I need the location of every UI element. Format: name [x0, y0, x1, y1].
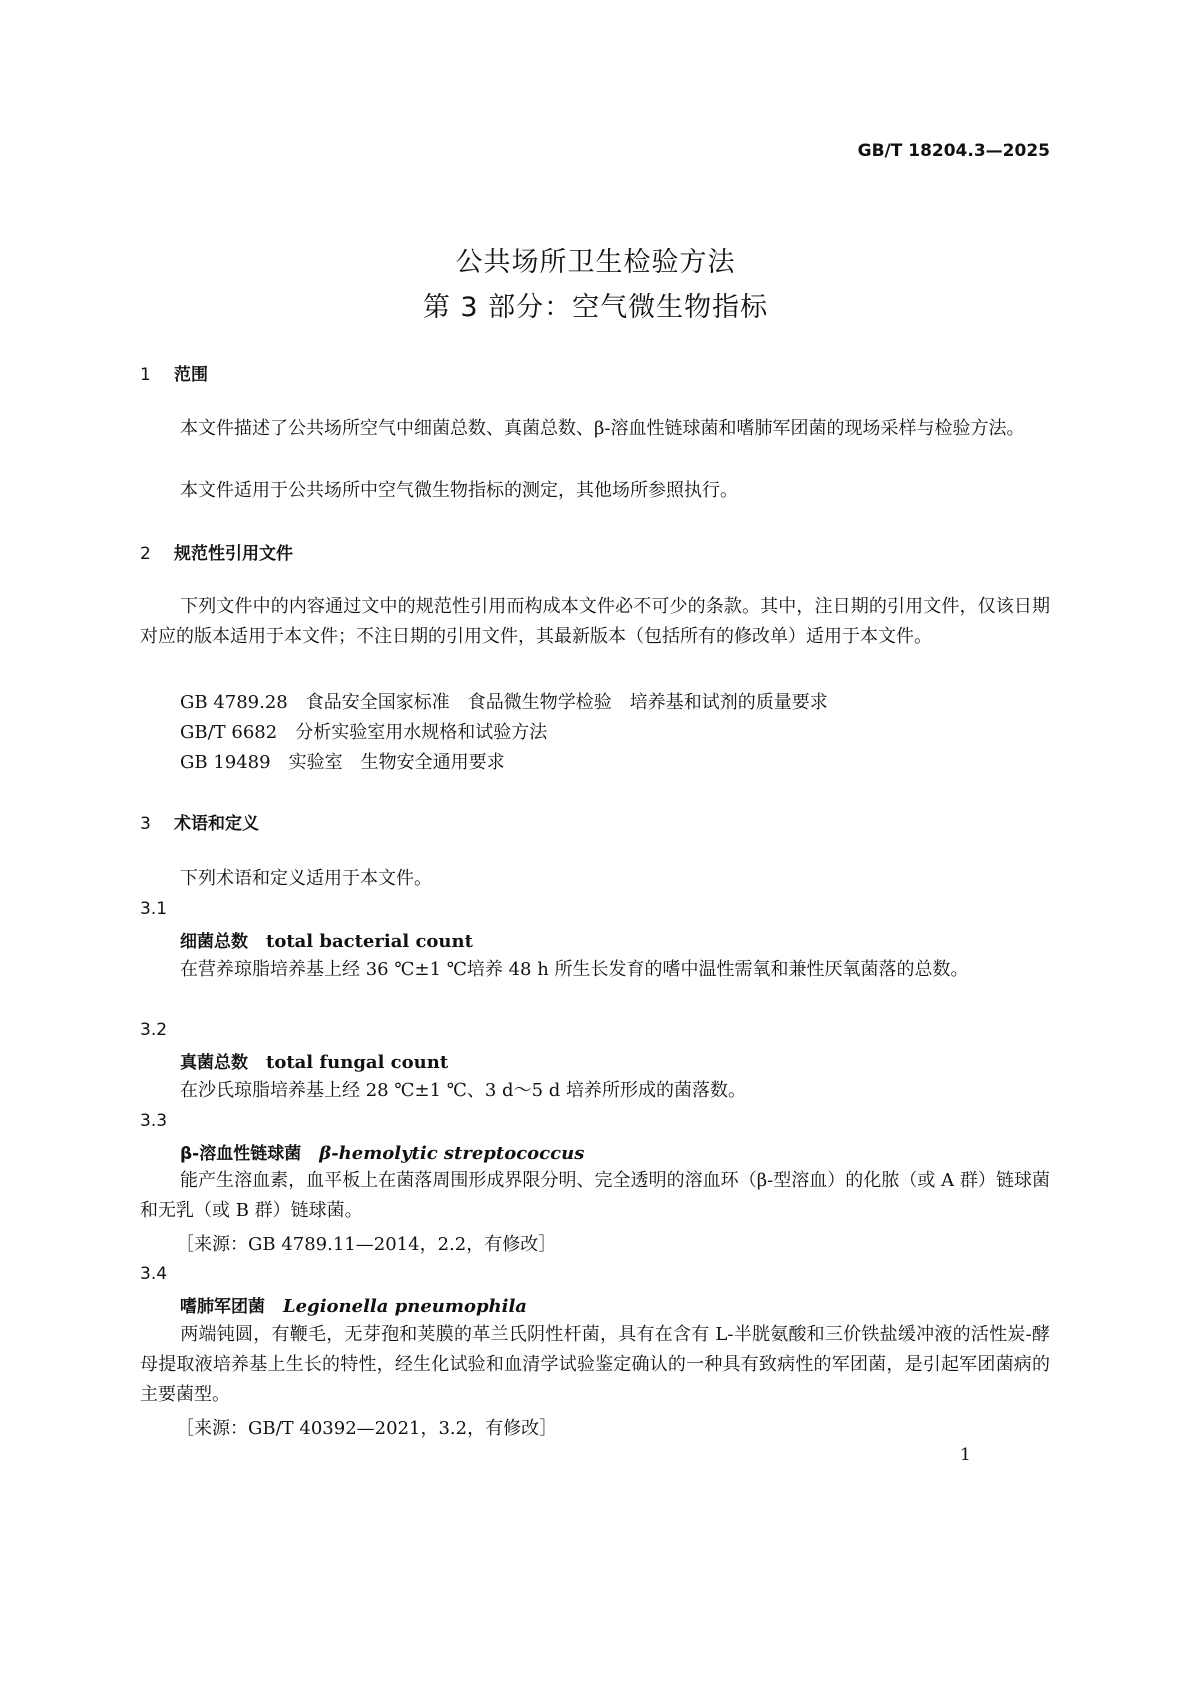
- term-definition: 在沙氏琼脂培养基上经 28 ℃±1 ℃、3 d～5 d 培养所形成的菌落数。: [180, 1080, 746, 1101]
- document-title-line2: 第 3 部分：空气微生物指标: [422, 292, 769, 323]
- term-heading: [180, 1292, 527, 1317]
- term-en: β-hemolytic streptococcus: [319, 1143, 585, 1164]
- term-definition: 在营养琼脂培养基上经 36 ℃±1 ℃培养 48 h 所生长发育的嗜中温性需氧和兼性厌氧菌落的总数。: [180, 959, 969, 980]
- term-heading: [180, 1048, 448, 1073]
- section-2-heading: [140, 539, 293, 564]
- section-1-paragraph-2: 本文件适用于公共场所中空气微生物指标的测定，其他场所参照执行。: [180, 480, 738, 501]
- term-en: Legionella pneumophila: [283, 1296, 527, 1317]
- section-2-paragraph-1: 下列文件中的内容通过文中的规范性引用而构成本文件必不可少的条款。其中，注日期的引用文件，仅该日期对应的版本适用于本文件；不注日期的引用文件，其最新版本（包括所有的修改单）适用于本文件。: [140, 596, 1050, 647]
- section-3-intro: 下列术语和定义适用于本文件。: [180, 868, 432, 889]
- term-heading: [180, 927, 473, 952]
- term-number: 3.3: [140, 1111, 168, 1131]
- term-zh: 细菌总数: [180, 932, 248, 952]
- section-number: 1: [140, 365, 151, 385]
- section-1-paragraph-1: 本文件描述了公共场所空气中细菌总数、真菌总数、β-溶血性链球菌和嗜肺军团菌的现场采样与检验方法。: [180, 418, 1025, 439]
- page-number: 1: [960, 1445, 971, 1465]
- section-3-heading: [140, 809, 259, 834]
- section-1-heading: [140, 360, 208, 385]
- standard-code: GB/T 18204.3—2025: [857, 141, 1050, 161]
- section-number: 3: [140, 814, 151, 834]
- document-title-line1: 公共场所卫生检验方法: [455, 247, 736, 278]
- term-number: 3.2: [140, 1020, 168, 1040]
- section-number: 2: [140, 544, 151, 564]
- term-source: ［来源：GB/T 40392—2021，3.2，有修改］: [176, 1418, 558, 1439]
- term-zh: 嗜肺军团菌: [180, 1297, 265, 1317]
- term-en: total fungal count: [266, 1052, 449, 1073]
- term-heading: [180, 1139, 584, 1164]
- section-title: 规范性引用文件: [174, 544, 293, 564]
- term-number: 3.4: [140, 1264, 168, 1284]
- section-title: 范围: [174, 365, 208, 385]
- term-zh: β-溶血性链球菌: [180, 1144, 302, 1164]
- term-source: ［来源：GB 4789.11—2014，2.2，有修改］: [176, 1234, 557, 1255]
- term-definition: 能产生溶血素，血平板上在菌落周围形成界限分明、完全透明的溶血环（β-型溶血）的化脓（或 A 群）链球菌和无乳（或 B 群）链球菌。: [140, 1170, 1050, 1221]
- term-zh: 真菌总数: [180, 1053, 248, 1073]
- normative-reference: GB 19489 实验室 生物安全通用要求: [180, 752, 505, 773]
- term-definition: 两端钝圆，有鞭毛，无芽孢和荚膜的革兰氏阴性杆菌，具有在含有 L-半胱氨酸和三价铁盐缓冲液的活性炭-酵母提取液培养基上生长的特性，经生化试验和血清学试验鉴定确认的一种具有致病性的军团菌，是引起军团菌病的主要菌型。: [140, 1324, 1050, 1405]
- normative-reference: GB 4789.28 食品安全国家标准 食品微生物学检验 培养基和试剂的质量要求: [180, 692, 828, 713]
- term-en: total bacterial count: [266, 931, 473, 952]
- normative-reference: GB/T 6682 分析实验室用水规格和试验方法: [180, 722, 548, 743]
- section-title: 术语和定义: [174, 814, 259, 834]
- term-number: 3.1: [140, 899, 168, 919]
